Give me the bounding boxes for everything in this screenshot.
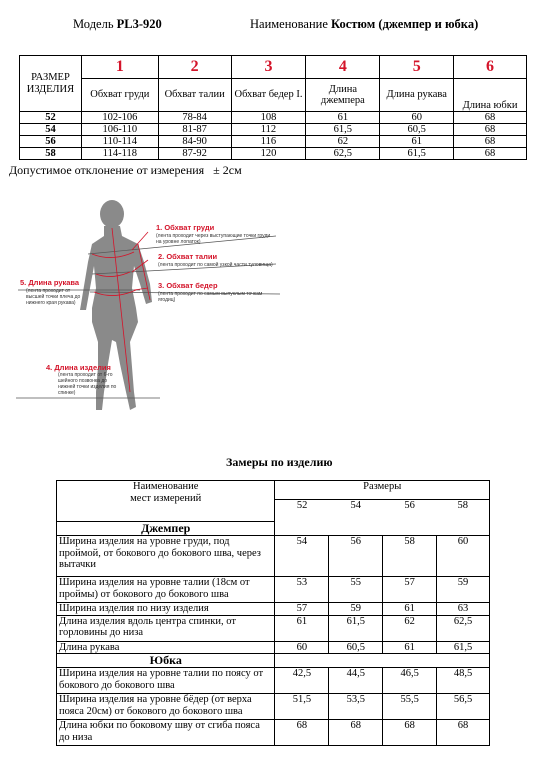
cell: 68 xyxy=(454,112,527,124)
cell: 61 xyxy=(275,615,329,641)
cell: 55,5 xyxy=(383,694,437,720)
col-number: 5 xyxy=(380,56,454,79)
label-length: 4. Длина изделия xyxy=(46,363,111,372)
cell: 116 xyxy=(231,136,306,148)
table-row xyxy=(57,536,490,577)
garment-table xyxy=(56,480,490,746)
cell: 108 xyxy=(231,112,306,124)
cell: 61,5 xyxy=(380,148,454,160)
table-row xyxy=(20,124,527,136)
cell: 63 xyxy=(437,603,490,616)
place-header: Наименование мест измерений xyxy=(57,481,275,522)
cell: 53,5 xyxy=(329,694,383,720)
cell: 81-87 xyxy=(158,124,231,136)
model-value: PL3-920 xyxy=(116,17,162,31)
cell: 61 xyxy=(383,641,437,654)
row-size: 54 xyxy=(20,124,82,136)
size-col: 52 xyxy=(275,500,329,522)
col-header: Обхват бедер I. xyxy=(231,79,306,112)
size-col: 54 xyxy=(350,500,361,511)
cell: 60 xyxy=(437,536,490,577)
cell: 53 xyxy=(275,577,329,603)
cell: 46,5 xyxy=(383,668,437,694)
cell: 120 xyxy=(231,148,306,160)
row-label: Длина рукава xyxy=(57,641,275,654)
cell: 78-84 xyxy=(158,112,231,124)
garment-table-title: Замеры по изделию xyxy=(226,455,333,469)
woman-silhouette xyxy=(0,192,290,432)
tolerance-note: Допустимое отклонение от измерения ± 2см xyxy=(9,163,242,177)
model-line xyxy=(73,17,162,32)
cell: 56,5 xyxy=(437,694,490,720)
section-jumper: Джемпер xyxy=(57,522,275,536)
label-sleeve: 5. Длина рукава xyxy=(20,278,80,287)
cell: 112 xyxy=(231,124,306,136)
label-hips: 3. Обхват бедер xyxy=(158,281,218,290)
cell: 59 xyxy=(437,577,490,603)
cell: 60 xyxy=(380,112,454,124)
row-label: Длина изделия вдоль центра спинки, от горловины до низа xyxy=(57,615,275,641)
row-label: Ширина изделия по низу изделия xyxy=(57,603,275,616)
cell: 61 xyxy=(306,112,380,124)
col-number: 1 xyxy=(81,56,158,79)
cell: 56 xyxy=(329,536,383,577)
cell: 87-92 xyxy=(158,148,231,160)
note-waist: (лента проходит по самой узкой части туловища) xyxy=(158,262,273,268)
col-number: 6 xyxy=(454,56,527,79)
cell: 106-110 xyxy=(81,124,158,136)
col-number: 3 xyxy=(231,56,306,79)
table-row xyxy=(20,148,527,160)
row-label: Ширина изделия на уровне бёдер (от верха пояса 20см) от бокового до бокового шва xyxy=(57,694,275,720)
col-header: Обхват талии xyxy=(158,79,231,112)
cell: 68 xyxy=(454,136,527,148)
cell: 59 xyxy=(329,603,383,616)
cell: 110-114 xyxy=(81,136,158,148)
cell: 55 xyxy=(329,577,383,603)
cell: 62 xyxy=(383,615,437,641)
col-number: 4 xyxy=(306,56,380,79)
row-label: Длина юбки по боковому шву от сгиба пояса до низа xyxy=(57,720,275,746)
table-row xyxy=(20,136,527,148)
note-hips: (лента проходит по самым выпуклым точкам ягодиц) xyxy=(158,291,263,303)
section-skirt: Юбка xyxy=(57,654,275,668)
note-chest: (лента проходит через выступающие точки груди на уровне лопаток) xyxy=(156,233,271,245)
name-value: Костюм (джемпер и юбка) xyxy=(331,17,479,31)
table-row xyxy=(57,720,490,746)
size-header: РАЗМЕР ИЗДЕЛИЯ xyxy=(20,56,82,112)
table-row xyxy=(57,668,490,694)
measurement-figure xyxy=(0,192,290,432)
cell: 60 xyxy=(275,641,329,654)
cell: 61 xyxy=(383,603,437,616)
cell: 42,5 xyxy=(275,668,329,694)
cell: 44,5 xyxy=(329,668,383,694)
row-size: 58 xyxy=(20,148,82,160)
col-number: 2 xyxy=(158,56,231,79)
size-col: 56 xyxy=(404,500,415,511)
table-row xyxy=(57,603,490,616)
size-col: 58 xyxy=(437,500,490,522)
col-header: Длина рукава xyxy=(380,79,454,112)
cell: 61,5 xyxy=(306,124,380,136)
cell: 68 xyxy=(437,720,490,746)
cell: 62 xyxy=(306,136,380,148)
col-header: Длина юбки xyxy=(454,79,527,112)
cell: 60,5 xyxy=(380,124,454,136)
row-size: 56 xyxy=(20,136,82,148)
cell: 54 xyxy=(275,536,329,577)
sizes-header: Размеры xyxy=(275,481,490,500)
name-line xyxy=(250,17,478,32)
size-table xyxy=(19,55,527,160)
cell: 60,5 xyxy=(329,641,383,654)
cell: 57 xyxy=(275,603,329,616)
cell: 51,5 xyxy=(275,694,329,720)
row-size: 52 xyxy=(20,112,82,124)
cell: 58 xyxy=(383,536,437,577)
cell: 62,5 xyxy=(306,148,380,160)
col-header: Длина джемпера xyxy=(306,79,380,112)
cell: 57 xyxy=(383,577,437,603)
row-label: Ширина изделия на уровне талии по поясу от бокового до бокового шва xyxy=(57,668,275,694)
table-row xyxy=(57,577,490,603)
cell: 68 xyxy=(275,720,329,746)
name-label: Наименование xyxy=(250,17,328,31)
cell: 61,5 xyxy=(437,641,490,654)
table-row xyxy=(57,641,490,654)
row-label: Ширина изделия на уровне талии (18см от проймы) от бокового до бокового шва xyxy=(57,577,275,603)
cell: 114-118 xyxy=(81,148,158,160)
cell: 61,5 xyxy=(329,615,383,641)
table-row xyxy=(57,694,490,720)
table-row xyxy=(57,615,490,641)
label-waist: 2. Обхват талии xyxy=(158,252,218,261)
cell: 102-106 xyxy=(81,112,158,124)
cell: 84-90 xyxy=(158,136,231,148)
model-label: Модель xyxy=(73,17,114,31)
label-chest: 1. Обхват груди xyxy=(156,223,215,232)
col-header: Обхват груди xyxy=(81,79,158,112)
cell: 61 xyxy=(380,136,454,148)
cell: 68 xyxy=(454,148,527,160)
note-sleeve: (лента проходит от высшей точки плеча до нижнего края рукава) xyxy=(26,288,81,306)
row-label: Ширина изделия на уровне груди, под проймой, от бокового до бокового шва, через вытачки xyxy=(57,536,275,577)
cell: 62,5 xyxy=(437,615,490,641)
note-length: (лента проходит от 6-го шейного позвонка до нижней точки изделия по спинке) xyxy=(58,372,117,396)
table-row xyxy=(20,112,527,124)
cell: 68 xyxy=(454,124,527,136)
cell: 48,5 xyxy=(437,668,490,694)
cell: 68 xyxy=(329,720,383,746)
cell: 68 xyxy=(383,720,437,746)
